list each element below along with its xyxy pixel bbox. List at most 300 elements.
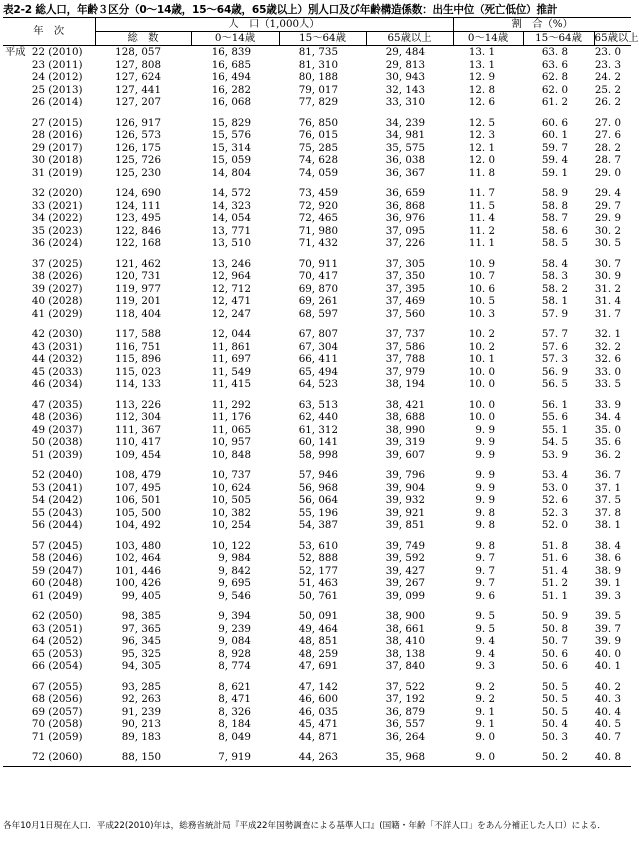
pop-65plus-cell: 39, 267 [385,577,426,589]
gregorian-year: (2047) [48,564,83,577]
ratio-65plus-cell: 23. 3 [594,58,622,71]
gregorian-year: (2055) [48,680,83,693]
ratio-15-64-cell: 50. 9 [541,610,569,622]
ratio-0-14-cell: 9. 9 [475,436,496,448]
gregorian-year: (2032) [48,353,83,365]
pop-total-cell: 109, 454 [115,448,161,461]
pop-15-64-cell: 48, 851 [298,635,338,647]
ratio-0-14-cell: 13. 1 [468,46,496,58]
era-year: 58 [31,552,45,564]
pop-0-14-cell: 16, 068 [211,96,251,108]
ratio-0-14-cell: 9. 8 [475,519,496,531]
table-row [3,693,631,706]
ratio-65plus-cell: 29. 7 [594,199,622,212]
ratio-65plus-cell: 32. 6 [594,353,622,365]
pop-0-14-cell: 10, 848 [211,448,251,461]
gregorian-year: (2026) [48,270,83,282]
table-row [3,200,631,213]
pop-0-14-cell: 10, 957 [211,436,251,448]
pop-0-14-cell: 15, 314 [211,141,251,154]
pop-0-14-cell: 11, 065 [211,423,251,436]
gregorian-year: (2058) [48,718,83,730]
table-row [3,718,631,731]
ratio-65plus-cell: 30. 2 [594,224,622,237]
pop-15-64-cell: 68, 597 [298,307,338,320]
year-cell [3,270,95,283]
pop-0-14-cell: 12, 247 [211,307,251,320]
pop-total-cell: 124, 111 [115,199,161,212]
ratio-15-64-cell: 60. 1 [541,129,569,141]
pop-0-14-cell: 9, 239 [218,622,251,635]
ratio-15-64-cell: 51. 1 [541,589,569,602]
year-cell [3,46,95,59]
table-row [3,494,631,507]
ratio-0-14-cell: 9. 0 [453,743,523,766]
year-cell [3,109,95,130]
ratio-65plus-cell: 39. 7 [594,622,622,635]
gregorian-year: (2019) [48,166,83,179]
era-year: 63 [31,622,45,635]
pop-65plus-cell: 39, 592 [385,552,426,564]
year-cell [3,225,95,238]
pop-15-64-cell: 62, 440 [298,411,338,423]
pop-65plus-cell: 38, 410 [385,635,426,647]
table-row [3,96,631,109]
pop-0-14-cell: 7, 919 [191,743,279,766]
pop-65plus-cell: 38, 194 [385,378,426,390]
ratio-0-14-cell: 10. 0 [468,398,496,411]
pop-0-14-cell: 8, 326 [218,705,251,718]
ratio-65plus-cell: 26. 2 [594,96,622,108]
ratio-0-14-cell: 9. 7 [475,564,496,577]
pop-0-14-cell: 15, 829 [211,116,251,129]
pop-65plus-cell: 33, 310 [385,96,426,108]
ratio-65plus-cell: 38. 1 [594,519,622,531]
table-row [3,648,631,661]
pop-65plus-cell: 34, 239 [385,116,426,129]
ratio-65plus-cell: 31. 2 [594,282,622,295]
ratio-65plus-cell: 37. 5 [594,494,622,506]
year-cell [3,577,95,590]
year-cell [3,142,95,155]
pop-65plus-cell: 37, 305 [385,257,426,270]
table-row [3,519,631,532]
ratio-65plus-cell: 40. 7 [594,730,622,743]
table-row [3,673,631,694]
pop-0-14-cell: 10, 122 [211,539,251,552]
year-cell [3,212,95,225]
pop-total-cell: 111, 367 [115,423,161,436]
table-row [3,706,631,719]
ratio-0-14-cell: 11. 1 [468,237,496,249]
ratio-65plus-cell: 33. 0 [594,365,622,378]
ratio-0-14-cell: 12. 9 [468,71,496,83]
pop-65plus-cell: 29, 813 [385,58,426,71]
pop-15-64-cell: 47, 691 [298,660,338,672]
ratio-15-64-cell: 52. 3 [541,506,569,519]
ratio-15-64-cell: 58. 3 [541,270,569,282]
ratio-15-64-cell: 61. 2 [541,96,569,108]
year-cell [3,179,95,200]
pop-65plus-cell: 37, 979 [385,365,426,378]
ratio-15-64-cell: 58. 4 [541,257,569,270]
ratio-15-64-cell: 51. 6 [541,552,569,564]
pop-65plus-cell: 38, 661 [385,622,426,635]
pop-0-14-cell: 10, 624 [211,481,251,494]
table-row [3,391,631,412]
pop-0-14-header: 0～14歳 [191,32,279,46]
year-cell [3,693,95,706]
ratio-0-14-cell: 10. 5 [468,295,496,307]
year-cell [3,635,95,648]
era-year: 26 [31,96,45,108]
pop-total-cell: 114, 133 [115,378,161,390]
year-cell [3,71,95,84]
pop-total-cell: 119, 201 [115,295,161,307]
pop-total-cell: 123, 495 [115,212,161,224]
ratio-65plus-cell: 40. 3 [594,693,622,705]
era-year: 33 [31,199,45,212]
year-cell [3,237,95,250]
gregorian-year: (2035) [48,398,83,411]
year-cell [3,84,95,97]
pop-total-cell: 122, 846 [115,224,161,237]
ratio-0-14-cell: 9. 9 [475,423,496,436]
era-year: 46 [31,378,45,390]
pop-0-14-cell: 10, 505 [211,494,251,506]
ratio-15-64-cell: 51. 2 [541,577,569,589]
pop-total-cell: 89, 183 [121,730,161,743]
pop-0-14-cell: 12, 471 [211,295,251,307]
pop-0-14-cell: 14, 054 [211,212,251,224]
ratio-15-64-cell: 58. 6 [541,224,569,237]
gregorian-year: (2013) [48,83,83,96]
era-year: 23 [31,58,45,71]
pop-total-cell: 107, 495 [115,481,161,494]
era-year: 57 [31,539,45,552]
era-year: 50 [31,436,45,448]
pop-15-64-cell: 75, 285 [298,141,338,154]
year-cell [3,250,95,271]
ratio-0-14-cell: 11. 7 [468,187,496,199]
pop-total-cell: 119, 977 [115,282,161,295]
year-cell [3,154,95,167]
pop-15-64-cell: 81, 735 [298,46,338,58]
gregorian-year: (2020) [48,187,83,199]
era-year: 34 [31,212,45,224]
pop-total-cell: 127, 207 [115,96,161,108]
gregorian-year: (2016) [48,129,83,141]
era-year: 29 [31,141,45,154]
pop-total-cell: 124, 690 [115,187,161,199]
era-year: 54 [31,494,45,506]
gregorian-year: (2050) [48,610,83,622]
ratio-15-64-cell: 51. 8 [541,539,569,552]
pop-total-cell: 126, 175 [115,141,161,154]
ratio-65plus-cell: 40. 2 [594,680,622,693]
ratio-15-64-cell: 55. 6 [541,411,569,423]
pop-65plus-cell: 35, 575 [385,141,426,154]
era-year: 38 [31,270,45,282]
pop-total-cell: 113, 226 [115,398,161,411]
ratio-0-14-cell: 9. 2 [475,680,496,693]
pop-0-14-cell: 9, 695 [218,577,251,589]
table-row [3,212,631,225]
ratio-15-64-cell: 58. 5 [541,237,569,249]
pop-0-14-cell: 11, 549 [211,365,251,378]
era-year: 24 [31,71,45,83]
ratio-0-14-cell: 11. 5 [468,199,496,212]
gregorian-year: (2021) [48,199,83,212]
pop-65plus-cell: 37, 226 [385,237,426,249]
pop-total-cell: 122, 168 [115,237,161,249]
pop-65plus-cell: 37, 192 [385,693,426,705]
pop-65plus-cell: 32, 143 [385,83,426,96]
era-year: 22 [31,46,45,58]
gregorian-year: (2059) [48,730,83,743]
year-cell [3,718,95,731]
gregorian-year: (2031) [48,340,83,353]
pop-0-14-cell: 9, 084 [218,635,251,647]
era-year: 71 [31,730,45,743]
pop-total-cell: 120, 731 [115,270,161,282]
era-year: 52 [31,469,45,481]
pop-total-cell: 115, 896 [115,353,161,365]
pop-65plus-cell: 37, 469 [385,295,426,307]
pop-total-cell: 93, 285 [121,680,161,693]
gregorian-year: (2027) [48,282,83,295]
pop-total-cell: 95, 325 [121,647,161,660]
table-row [3,424,631,437]
era-year: 55 [31,506,45,519]
ratio-0-14-cell: 11. 2 [468,224,496,237]
ratio-0-14-cell: 9. 9 [475,481,496,494]
pop-15-64-cell: 71, 432 [298,237,338,249]
ratio-0-14-cell: 12. 3 [468,129,496,141]
ratio-0-14-cell: 12. 8 [468,83,496,96]
pop-total-cell: 99, 405 [121,589,161,602]
ratio-15-64-cell: 57. 9 [541,307,569,320]
ratio-15-64-cell: 57. 6 [541,340,569,353]
pop-15-64-cell: 72, 920 [298,199,338,212]
pop-0-14-cell: 12, 964 [211,270,251,282]
pop-65plus-cell: 36, 038 [385,154,426,166]
pop-15-64-cell: 51, 463 [298,577,338,589]
table-row [3,308,631,321]
gregorian-year: (2024) [48,237,83,249]
era-year: 27 [31,116,45,129]
gregorian-year: (2044) [48,519,83,531]
ratio-15-64-cell: 53. 0 [541,481,569,494]
year-cell [3,167,95,180]
ratio-65plus-cell: 31. 7 [594,307,622,320]
ratio-65plus-cell: 38. 9 [594,564,622,577]
pop-15-64-cell: 74, 059 [298,166,338,179]
year-cell [3,673,95,694]
year-cell [3,565,95,578]
pop-total-cell: 100, 426 [115,577,161,589]
table-row [3,353,631,366]
ratio-0-14-cell: 11. 8 [468,166,496,179]
ratio-65plus-cell: 40. 4 [594,705,622,718]
pop-65plus-cell: 37, 350 [385,270,426,282]
year-cell [3,129,95,142]
ratio-15-64-cell: 57. 7 [541,328,569,340]
ratio-0-14-cell: 9. 3 [475,660,496,672]
pop-65plus-cell: 39, 607 [385,448,426,461]
era-year: 39 [31,282,45,295]
pop-total-cell: 92, 263 [121,693,161,705]
ratio-0-14-cell: 9. 9 [475,448,496,461]
pop-0-14-cell: 15, 059 [211,154,251,166]
year-cell [3,295,95,308]
pop-0-14-cell: 14, 572 [211,187,251,199]
gregorian-year: (2049) [48,589,83,602]
pop-total-cell: 90, 213 [121,718,161,730]
gregorian-year: (2023) [48,224,83,237]
ratio-0-14-cell: 10. 1 [468,353,496,365]
ratio-0-14-cell: 9. 5 [475,610,496,622]
pop-total-cell: 112, 304 [115,411,161,423]
pop-0-14-cell: 8, 621 [218,680,251,693]
year-cell [3,706,95,719]
pop-total-cell: 117, 588 [115,328,161,340]
pop-65plus-cell: 35, 968 [366,743,453,766]
pop-15-64-cell: 56, 064 [298,494,338,506]
pop-65plus-cell: 39, 904 [385,481,426,494]
pop-total-cell: 116, 751 [115,340,161,353]
pop-65plus-cell: 38, 990 [385,423,426,436]
table-row [3,46,631,59]
ratio-0-14-cell: 9. 1 [475,718,496,730]
ratio-0-14-cell: 9. 4 [475,635,496,647]
pop-15-64-cell: 69, 261 [298,295,338,307]
year-cell [3,494,95,507]
ratio-65plus-cell: 30. 9 [594,270,622,282]
gregorian-year: (2041) [48,481,83,494]
pop-0-14-cell: 13, 246 [211,257,251,270]
table-row [3,482,631,495]
ratio-15-64-cell: 50. 8 [541,622,569,635]
year-cell [3,602,95,623]
ratio-0-14-cell: 10. 2 [468,328,496,340]
era-year: 28 [31,129,45,141]
pop-0-14-cell: 8, 049 [218,730,251,743]
ratio-15-64-cell: 59. 4 [541,154,569,166]
pop-0-14-cell: 9, 546 [218,589,251,602]
ratio-0-14-cell: 9. 9 [475,469,496,481]
pop-65plus-cell: 39, 932 [385,494,426,506]
ratio-15-64-cell: 58. 9 [541,187,569,199]
gregorian-year: (2015) [48,116,83,129]
pop-65plus-cell: 39, 099 [385,589,426,602]
ratio-65plus-cell: 40. 5 [594,718,622,730]
gregorian-year: (2030) [48,328,83,340]
ratio-65plus-cell: 29. 4 [594,187,622,199]
ratio-0-14-cell: 9. 5 [475,622,496,635]
pop-total-cell: 102, 464 [115,552,161,564]
table-row [3,565,631,578]
ratio-15-64-cell: 60. 6 [541,116,569,129]
pop-65plus-cell: 36, 868 [385,199,426,212]
gregorian-year: (2014) [48,96,83,108]
year-cell [3,660,95,673]
ratio-65plus-cell: 39. 9 [594,635,622,647]
pop-15-64-cell: 48, 259 [298,647,338,660]
gregorian-year: (2045) [48,539,83,552]
ratio-65plus-cell: 29. 9 [594,212,622,224]
pop-15-64-cell: 73, 459 [298,187,338,199]
ratio-0-14-cell: 12. 1 [468,141,496,154]
pop-0-14-cell: 14, 804 [211,166,251,179]
year-cell [3,200,95,213]
ratio-0-14-cell: 9. 2 [475,693,496,705]
ratio-0-14-header: 0～14歳 [453,32,523,46]
pop-total-cell: 125, 726 [115,154,161,166]
gregorian-year: (2043) [48,506,83,519]
era-year: 53 [31,481,45,494]
era-year: 45 [31,365,45,378]
gregorian-year: (2038) [48,436,83,448]
pop-15-64-cell: 53, 610 [298,539,338,552]
table-row [3,532,631,553]
gregorian-year: (2028) [48,295,83,307]
year-cell [3,507,95,520]
era-year: 56 [31,519,45,531]
year-cell [3,482,95,495]
gregorian-year: (2012) [48,71,83,83]
ratio-65plus-cell: 39. 1 [594,577,622,589]
year-cell [3,590,95,603]
pop-0-14-cell: 14, 323 [211,199,251,212]
pop-65plus-cell: 38, 900 [385,610,426,622]
ratio-15-64-cell: 50. 5 [541,693,569,705]
era-year: 62 [31,610,45,622]
era-year: 41 [31,307,45,320]
pop-15-64-cell: 80, 188 [298,71,338,83]
gregorian-year: (2034) [48,378,83,390]
ratio-0-14-cell: 9. 4 [475,647,496,660]
ratio-0-14-cell: 9. 8 [475,506,496,519]
era-year: 69 [31,705,45,718]
table-row [3,623,631,636]
pop-65plus-cell: 36, 367 [385,166,426,179]
era-year: 49 [31,423,45,436]
ratio-0-14-cell: 9. 1 [475,705,496,718]
pop-65plus-cell: 39, 921 [385,506,426,519]
ratio-15-64-cell: 56. 9 [541,365,569,378]
table-row [3,84,631,97]
pop-0-14-cell: 9, 984 [218,552,251,564]
year-cell [3,411,95,424]
ratio-65plus-cell: 29. 0 [594,166,622,179]
year-cell [3,436,95,449]
pop-15-64-cell: 54, 387 [298,519,338,531]
table-row [3,590,631,603]
pop-65plus-cell: 36, 659 [385,187,426,199]
ratio-65plus-cell: 28. 2 [594,141,622,154]
pop-0-14-cell: 8, 471 [218,693,251,705]
pop-15-64-cell: 46, 600 [298,693,338,705]
year-cell [3,308,95,321]
ratio-15-64-cell: 59. 1 [541,166,569,179]
pop-0-14-cell: 8, 184 [218,718,251,730]
pop-total-cell: 127, 624 [115,71,161,83]
ratio-0-14-cell: 10. 9 [468,257,496,270]
pop-15-64-cell: 76, 015 [298,129,338,141]
ratio-65plus-cell: 38. 6 [594,552,622,564]
pop-0-14-cell: 11, 697 [211,353,251,365]
